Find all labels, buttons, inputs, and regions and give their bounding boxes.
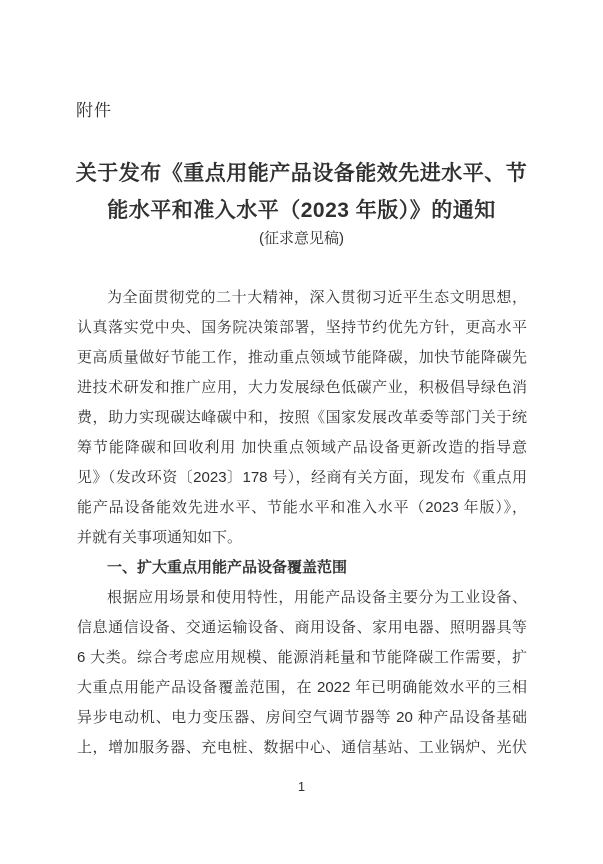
section-heading: 一、扩大重点用能产品设备覆盖范围 [107,559,348,576]
body-line: 异步电动机、电力变压器、房间空气调节器等 20 种产品设备基础 [77,709,527,726]
document-body [77,283,527,763]
body-line: 上，增加服务器、充电桩、数据中心、通信基站、工业锅炉、光伏 [77,739,527,756]
document-title-line-1: 关于发布《重点用能产品设备能效先进水平、节 [75,162,528,185]
body-line: 根据应用场景和使用特性，用能产品设备主要分为工业设备、 [107,589,527,606]
body-line: 见》（发改环资〔2023〕178 号），经商有关方面，现发布《重点用 [77,469,527,486]
body-line: 信息通信设备、交通运输设备、商用设备、家用电器、照明器具等 [77,619,527,636]
body-line: 并就有关事项通知如下。 [77,529,243,546]
body-line: 大重点用能产品设备覆盖范围，在 2022 年已明确能效水平的三相 [77,679,527,696]
document-title [50,155,553,229]
body-line: 认真落实党中央、国务院决策部署，坚持节约优先方针，更高水平 [77,319,527,336]
body-line: 进技术研发和推广应用，大力发展绿色低碳产业，积极倡导绿色消 [77,379,527,396]
body-line: 6 大类。综合考虑应用规模、能源消耗量和节能降碳工作需要，扩 [77,649,527,666]
body-line: 为全面贯彻党的二十大精神，深入贯彻习近平生态文明思想， [107,289,527,306]
document-title-line-2: 能水平和准入水平（2023 年版）》的通知 [107,199,496,222]
document-subtitle: (征求意见稿) [259,230,344,247]
body-line: 费，助力实现碳达峰碳中和，按照《国家发展改革委等部门关于统 [77,409,527,426]
body-line: 能产品设备能效先进水平、节能水平和准入水平（2023 年版）》， [77,499,527,516]
page-number: 1 [297,779,306,794]
body-line: 筹节能降碳和回收利用 加快重点领域产品设备更新改造的指导意 [77,439,527,456]
attachment-label: 附件 [76,101,112,120]
body-line: 更高质量做好节能工作，推动重点领域节能降碳，加快节能降碳先 [77,349,527,366]
